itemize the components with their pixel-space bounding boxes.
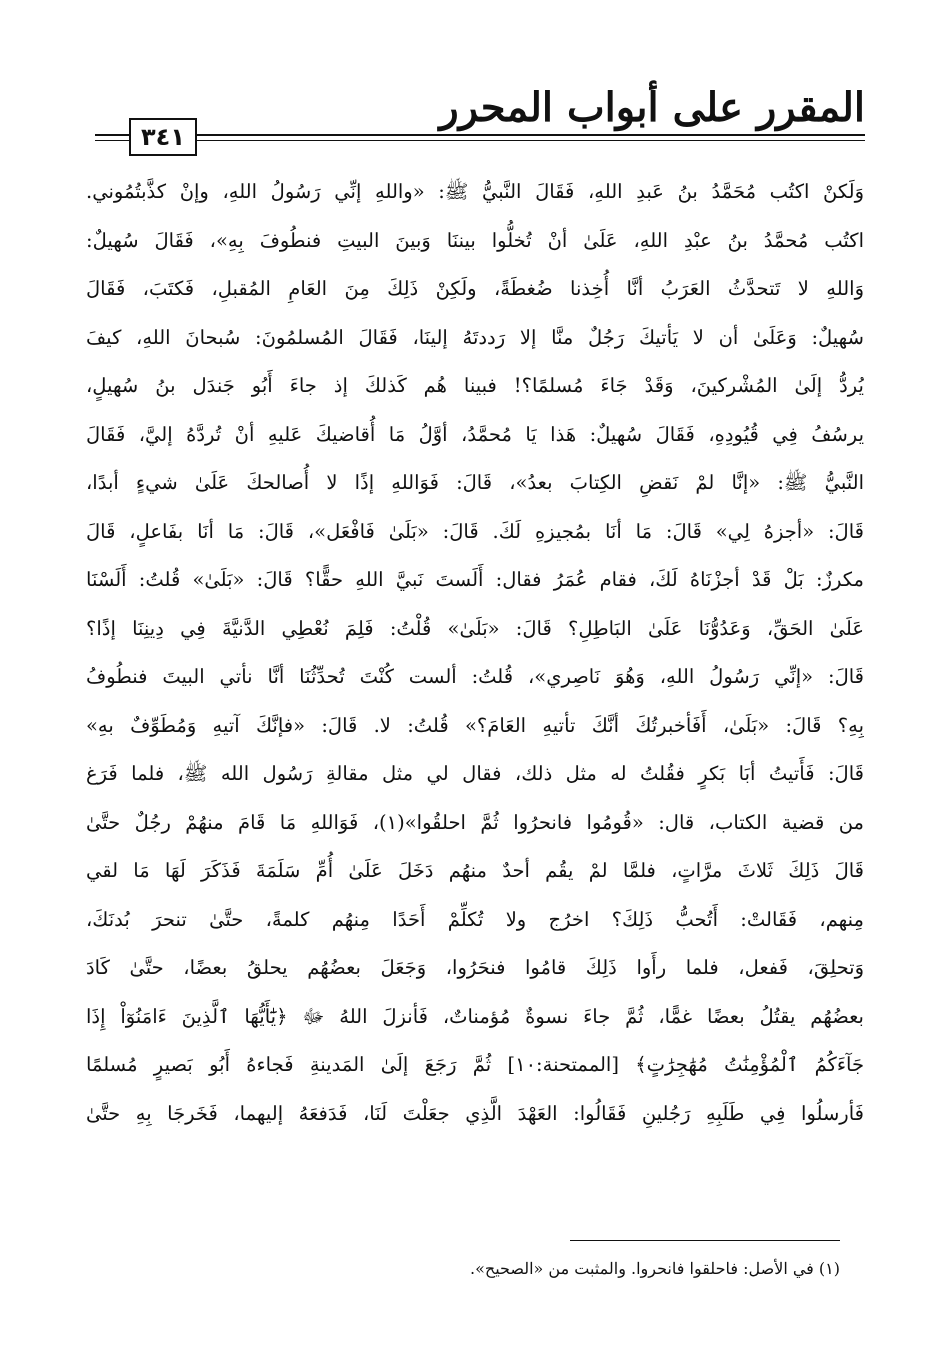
running-title: المقرر على أبواب المحرر [439,84,865,131]
header-rule [95,134,865,136]
text-line: يرسُفُ فِي قُيُودِهِ، فَقَالَ سُهيلٌ: هَذا يَا مُحمَّدُ، أوَّلُ مَا أُقاضيكَ عَليهِ أنْ تُردَّهُ إليَّ، فَقَالَ [86,422,864,446]
text-line: عَلَىٰ الحَقِّ، وَعَدُوُّنَا عَلَىٰ البَاطِلِ؟ قَالَ: «بَلَىٰ» قُلْتُ: فَلِمَ نُعْطِي الدَّنيَّةَ فِي دِينِنَا إذًا؟ [86,616,864,640]
text-line: قَالَ: فَأَتيتُ أبَا بَكرٍ فقُلتُ له مثل ذلك، فقال لي مثل مقالةِ رَسُول الله ﷺ، فلما فَرَغ [86,762,864,785]
header-rule-thin [95,140,865,141]
text-line: بِهِ؟ قَالَ: «بَلَىٰ، أَفَأخبرتُكَ أنَّكَ تأتيهِ العَامَ؟» قُلتُ: لا. قَالَ: «فإنَّكَ آتيهِ وَمُطَوِّفٌ بهِ» [86,713,864,737]
text-line: جَآءَكُمُ ٱلْمُؤْمِنَٰتُ مُهَٰجِرَٰتٍ﴾ [الممتحنة:١٠] ثُمَّ رَجَعَ إلَىٰ المَدينةِ فَجاءهُ أَبُو بَصيرٍ مُسلمًا [86,1053,864,1076]
text-line: وَلَكنْ اكتُب مُحَمَّدُ بنُ عَبدِ اللهِ، فَقَالَ النَّبيُّ ﷺ: «واللهِ إنِّي رَسُولُ اللهِ، وإنْ كذَّبتُمُوني. [86,180,864,203]
text-line: من قضية الكتاب، قال: «قُومُوا فانحرُوا ثُمَّ احلقُوا»(١)، فَوَاللهِ مَا قَامَ منهُمْ رجُلٌ حتَّىٰ [86,810,864,834]
text-line: سُهيلٌ: وَعَلَىٰ أن لا يَأتيكَ رَجُلٌ منَّا إلا رَددتَهُ إلينَا، فَقَالَ المُسلمُونَ: سُبحانَ اللهِ، كيفَ [86,325,864,349]
text-line: النَّبيُّ ﷺ: «إنَّا لمْ نَقضِ الكِتابَ بعدُ»، قَالَ: فَوَاللهِ إذًا لا أُصالحكَ عَلَىٰ شيءٍ أبدًا، [86,471,864,494]
page-header [95,78,865,158]
footnote: (١) في الأصل: فاحلقوا فانحروا. والمثبت من «الصحيح». [470,1259,840,1278]
body-text [86,168,864,1138]
text-line: قَالَ: «إنِّي رَسُولُ اللهِ، وَهُوَ نَاصِري»، قُلتُ: ألست كُنْتَ تُحدِّثُنَا أنَّا نأتي البيتَ فنطُوفُ [86,665,864,688]
text-line: قَالَ: «أجزهُ لِي» قَالَ: مَا أنَا بمُجيزهِ لَكَ. قَالَ: «بَلَىٰ فَافْعَل»، قَالَ: مَا أنَا بفَاعلٍ، قَالَ [86,519,864,543]
text-line: فَأرسلُوا فِي طَلَبِهِ رَجُلينِ فَقَالُوا: العَهْدَ الَّذِي جعَلْتَ لَنَا، فَدَفعَهُ إليهما، فَخَرجَا بِهِ حتَّىٰ [86,1101,864,1125]
page-number: ٣٤١ [129,118,197,156]
footnote-separator [570,1240,840,1241]
text-line: اكتُب مُحمَّدُ بنُ عبْدِ اللهِ، عَلَىٰ أنْ تُخلُّوا بيننَا وَبينَ البيتِ فنطُوفَ بِهِ»، فَقَالَ سُهيلٌ: [86,228,864,252]
text-line: قَالَ ذَلِكَ ثَلاثَ مرَّاتٍ، فلمَّا لمْ يقُم أحدٌ منهُم دَخَلَ عَلَىٰ أُمِّ سَلَمَةَ فَذَكَرَ لَهَا مَا لقي [86,859,864,882]
text-line: وَاللهِ لا تَتحدَّثُ العَرَبُ أنَّا أُخِذنا ضُغطَةً، ولَكِنْ ذَلِكَ مِنَ العَامِ المُقبلِ، فَكتَبَ، فَقَالَ [86,277,864,300]
text-line: مِنهم، فَقَالتْ: أَتُحبُّ ذَلِكَ؟ اخرُج ولا تُكلِّمْ أَحَدًا مِنهُم كلمةً، حتَّىٰ تنحرَ بُدنَكَ، [86,907,864,931]
text-line: وَتحلِقَ، فَفعل، فلما رأَوا ذَلِكَ قامُوا فنحَرُوا، وَجَعَلَ بعضُهُم يحلقُ بعضًا، حتَّىٰ كَادَ [86,956,864,979]
text-line: بعضُهُم يقتُلُ بعضًا غمًّا، ثُمَّ جاءَ نسوةٌ مُؤمناتٌ، فَأنزلَ اللهُ ﷻ ﴿يَٰٓأَيُّهَا ٱلَّذِينَ ءَامَنُوٓاْ إِذَا [86,1004,864,1028]
text-line: يُردُّ إلَىٰ المُشْركينَ، وَقَدْ جَاءَ مُسلمًا؟! فبينا هُم كَذلكَ إذ جاءَ أَبُو جَندَل بنُ سُهيلٍ، [86,374,864,397]
text-line: مكرزٌ: بَلْ قَدْ أجزْنَاهُ لَكَ، فقام عُمَرُ فقال: أَلَستَ نَبيَّ اللهِ حقًّا؟ قَالَ: «بَلَىٰ» قُلتُ: أَلَسْنَا [86,568,864,591]
